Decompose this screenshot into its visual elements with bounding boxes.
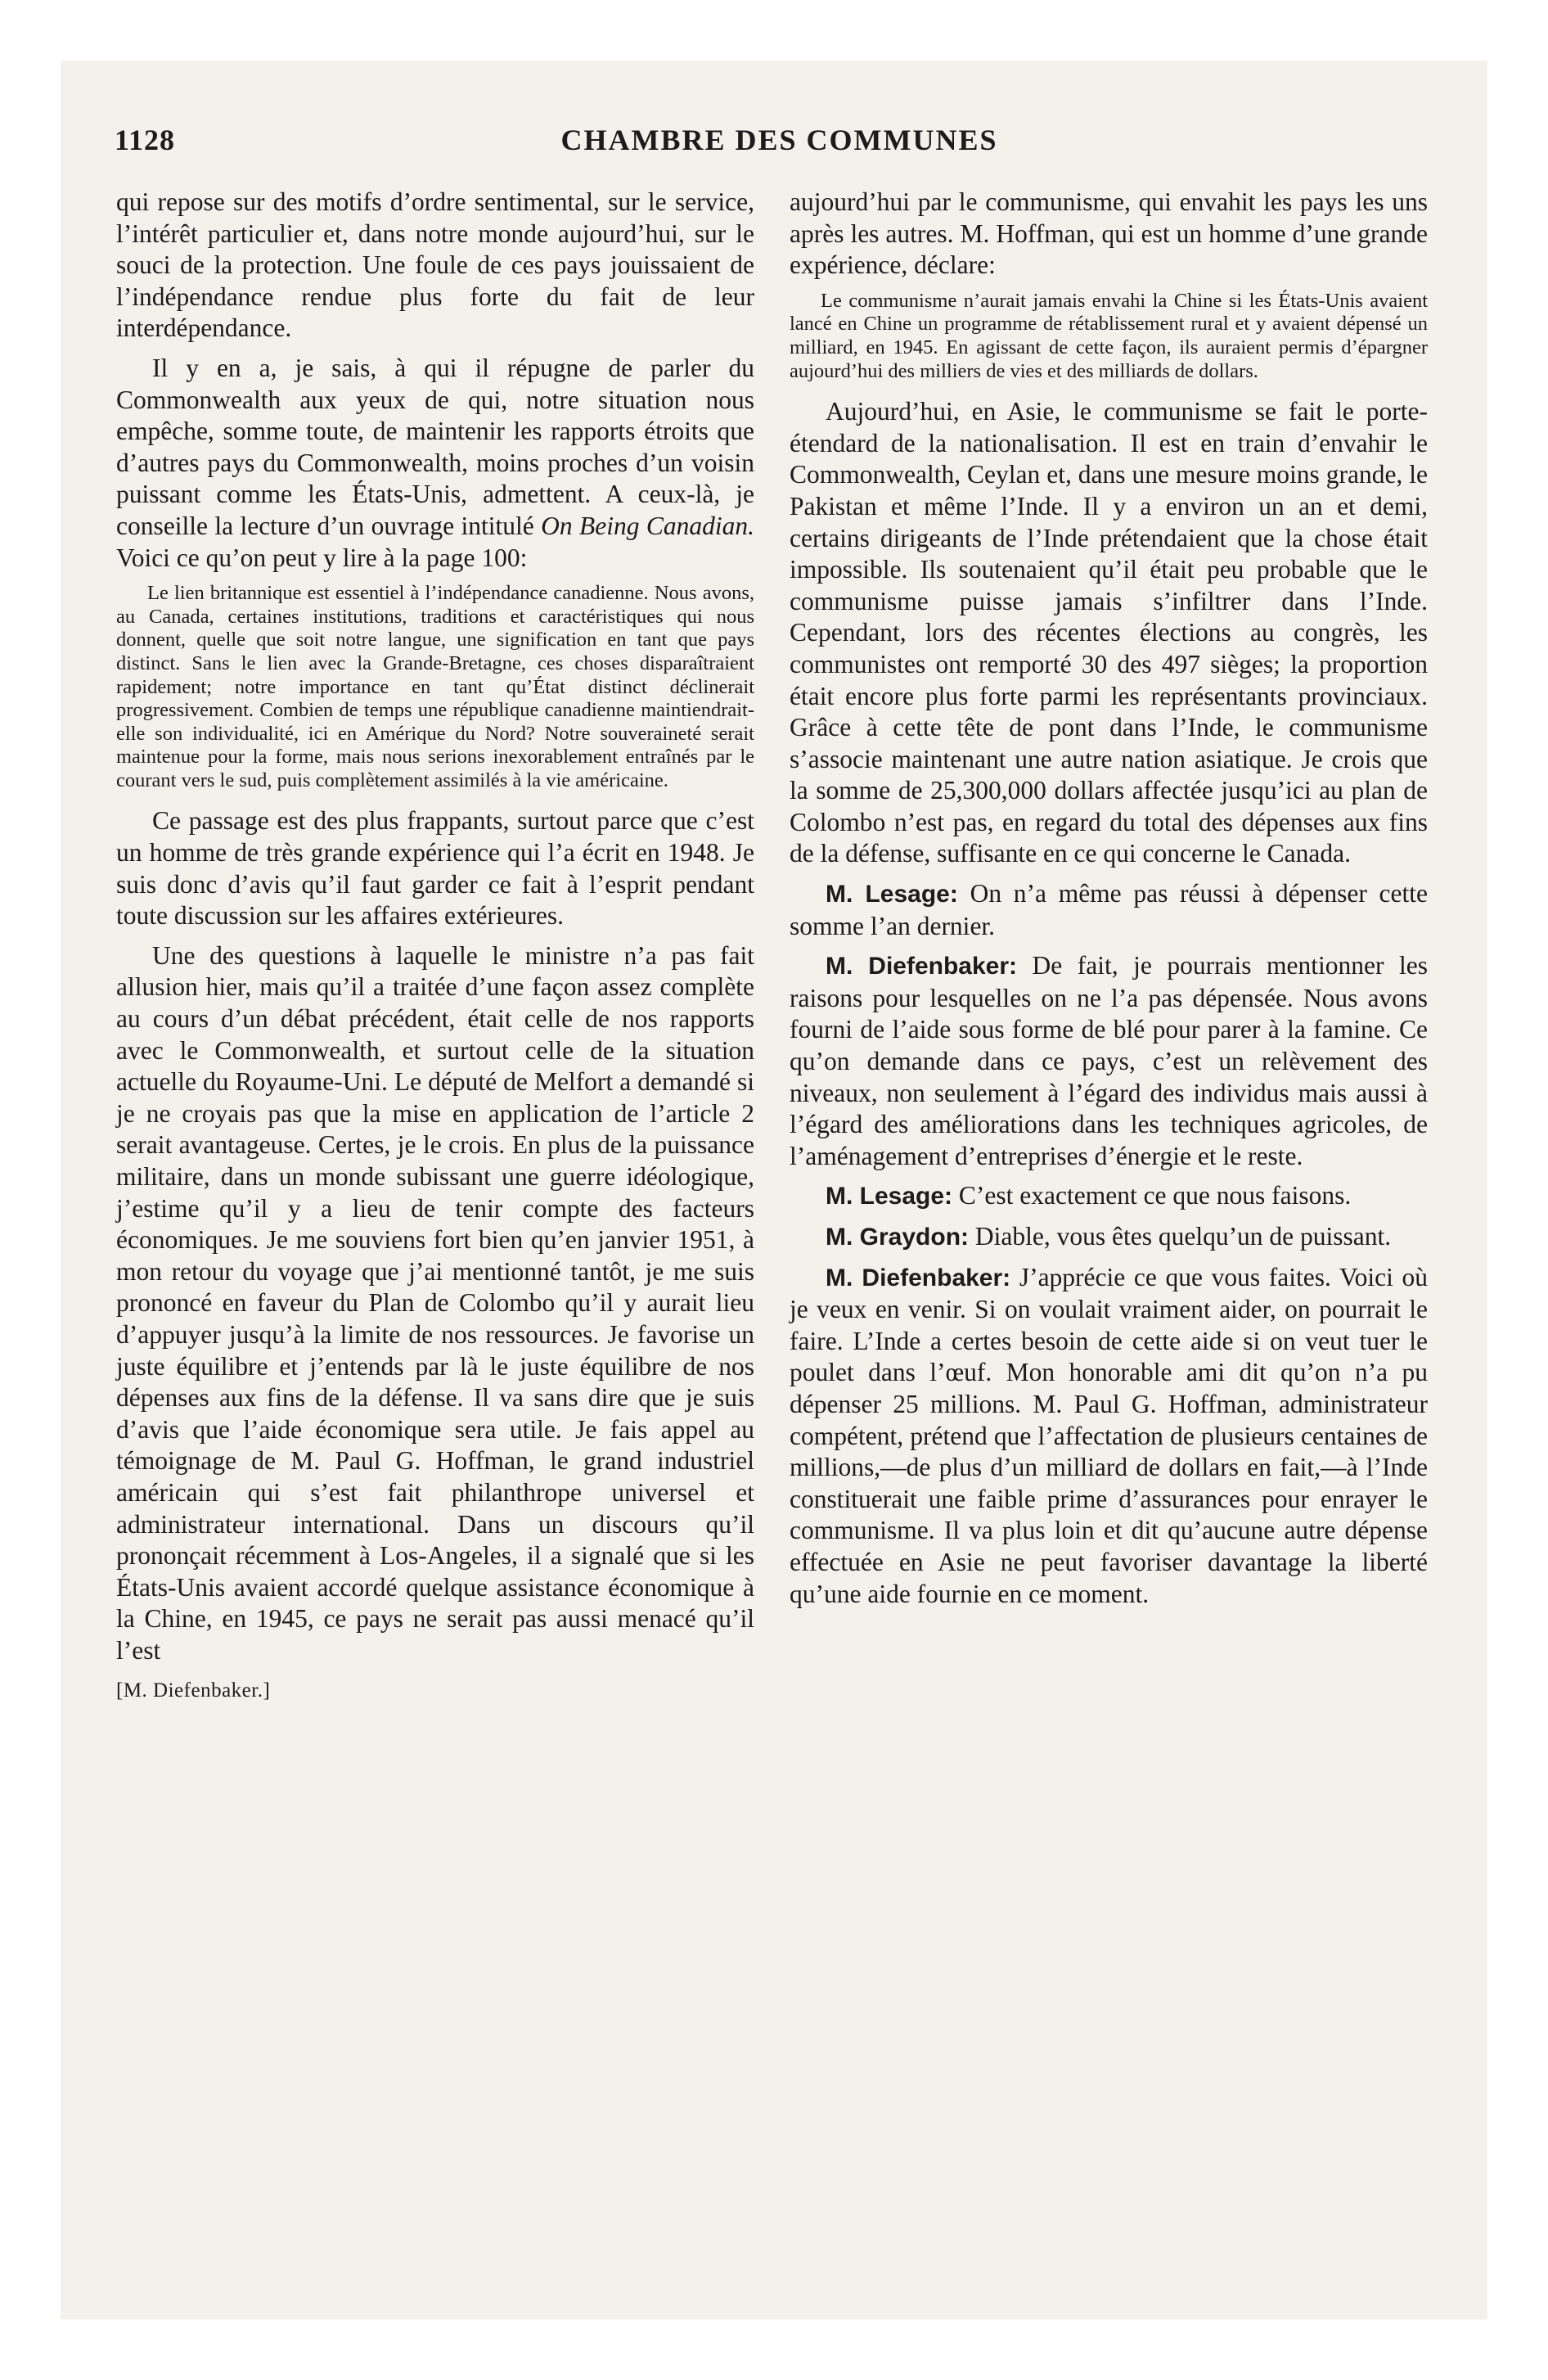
speech-diefenbaker-2: [790, 1262, 1428, 1611]
left-quotation: [116, 582, 754, 792]
left-paragraph-4: Une des questions à laquelle le ministre n’a pas fait allusion hier, mais qu’il a traitée d’une façon assez complète au cours d’un débat précédent, était celle de nos rapports avec le Commonwealth, et surtout celle de la situation actuelle du Royaume-Uni. Le député de Melfort a demandé si je ne croyais pas que la mise en application de l’article 2 serait avantageuse. Certes, je le crois. En plus de la puissance militaire, dans un monde subissant une guerre idéologique, j’estime qu’il y a lieu de tenir compte des facteurs économiques. Je me souviens fort bien qu’en janvier 1951, à mon retour du voyage que j’ai mentionné tantôt, je me suis prononcé en faveur du Plan de Colombo qu’il y aurait lieu d’appuyer jusqu’à la limite de nos ressources. Je favorise un juste équilibre et j’entends par là le juste équilibre de nos dépenses aux fins de la défense. Il va sans dire que je suis d’avis que l’aide économique sera utile. Je fais appel au témoignage de M. Paul G. Hoffman, le grand industriel américain qui s’est fait philanthrope universel et administrateur international. Dans un discours qu’il prononçait récemment à Los-Angeles, il a signalé que si les États-Unis avaient accordé quelque assistance économique à la Chine, en 1945, ce pays ne serait pas aussi menacé qu’il l’est: [116, 940, 754, 1665]
speaker-name: M. Diefenbaker:: [826, 1264, 1011, 1291]
left-quotation-text: Le lien britannique est essentiel à l’indépendance canadienne. Nous avons, au Canada, certaines institutions, traditions et caractéristiques qui nous donnent, quelle que soit notre langue, une signification en tant que pays distinct. Sans le lien avec la Grande-Bretagne, ces choses disparaîtraient rapidement; notre importance en tant qu’État distinct déclinerait progressivement. Combien de temps une république canadienne maintiendrait-elle son individualité, ici en Amérique du Nord? Notre souveraineté serait maintenue pour la forme, mais nous serions inexorablement entraînés par le courant vers le sud, puis complètement assimilés à la vie américaine.: [116, 582, 754, 791]
left-paragraph-1: qui repose sur des motifs d’ordre sentimental, sur le service, l’intérêt particulier et, dans notre monde aujourd’hui, sur le souci de la protection. Une foule de ces pays jouissaient de l’indépendance rendue plus forte du fait de leur interdépendance.: [116, 187, 754, 343]
right-column: [790, 187, 1428, 1618]
left-paragraph-2-tail: Voici ce qu’on peut y lire à la page 100:: [116, 543, 528, 572]
speech-text: On n’a même pas réussi à dépenser cette somme l’an dernier.: [790, 879, 1428, 940]
speech-text: De fait, je pourrais mentionner les raisons pour lesquelles on ne l’a pas dépensée. Nous avons fourni de l’aide sous forme de blé pour parer à la famine. Ce qu’on demande dans ce pays, c’est un relèvement des niveaux, non seulement à l’égard des individus mais aussi à l’égard des améliorations dans les techniques agricoles, de l’aménagement d’entreprises d’énergie et le reste.: [790, 951, 1428, 1170]
speech-graydon: [790, 1221, 1428, 1254]
book-title: On Being Canadian.: [541, 511, 754, 540]
right-paragraph-1: aujourd’hui par le communisme, qui envahit les pays les uns après les autres. M. Hoffman, qui est un homme d’une grande expérience, déclare:: [790, 187, 1428, 280]
left-paragraph-2-text: Il y en a, je sais, à qui il répugne de parler du Commonwealth aux yeux de qui, notre situation nous empêche, somme toute, de maintenir les rapports étroits que d’autres pays du Commonwealth, moins proches d’un voisin puissant comme les États-Unis, admettent. A ceux-là, je conseille la lecture d’un ouvrage intitulé: [116, 353, 754, 540]
speech-lesage-2: [790, 1180, 1428, 1213]
speech-text: J’apprécie ce que vous faites. Voici où je veux en venir. Si on voulait vraiment aider, on pourrait le faire. L’Inde a certes besoin de cette aide si on veut tuer le poulet dans l’œuf. Mon honorable ami dit qu’on n’a pu dépenser 25 millions. M. Paul G. Hoffman, administrateur compétent, prétend que l’affectation de plusieurs centaines de millions,—de plus d’un milliard de dollars en fait,—à l’Inde constituerait une faible prime d’assurances pour enrayer le communisme. Il va plus loin et dit qu’aucune autre dépense effectuée en Asie ne peut favoriser davantage la liberté qu’une aide fournie en ce moment.: [790, 1262, 1429, 1608]
speech-text: C’est exactement ce que nous faisons.: [952, 1181, 1352, 1210]
right-paragraph-2: Aujourd’hui, en Asie, le communisme se fait le porte-étendard de la nationalisation. Il est en train d’envahir le Commonwealth, Ceylan et, dans une mesure moins grande, le Pakistan et même l’Inde. Il y a environ un an et demi, certains dirigeants de l’Inde prétendaient que la chose était impossible. Ils soutenaient qu’il était peu probable que le communisme puisse jamais s’infiltrer dans l’Inde. Cependant, lors des récentes élections au congrès, les communistes ont remporté 30 des 497 sièges; la proportion était encore plus forte parmi les représentants provinciaux. Grâce à cette tête de pont dans l’Inde, le communisme s’associe maintenant une autre nation asiatique. Je crois que la somme de 25,300,000 dollars affectée jusqu’ici au plan de Colombo n’est pas, en regard du total des dépenses aux fins de la défense, suffisante en ce qui concerne le Canada.: [790, 397, 1428, 868]
speaker-attribution: [M. Diefenbaker.]: [116, 1679, 271, 1702]
left-paragraph-2: [116, 353, 754, 574]
speech-diefenbaker-1: [790, 950, 1428, 1172]
speech-lesage-1: [790, 878, 1428, 942]
speech-text: Diable, vous êtes quelqu’un de puissant.: [969, 1222, 1392, 1251]
page-number: 1128: [115, 124, 176, 156]
speaker-name: M. Lesage:: [826, 1183, 953, 1210]
speaker-name: M. Graydon:: [826, 1224, 970, 1251]
right-quotation-text: Le communisme n’aurait jamais envahi la Chine si les États-Unis avaient lancé en Chine un programme de rétablissement rural et y avaient dépensé un milliard, en 1945. En agissant de cette façon, ils auraient permis d’épargner aujourd’hui des milliers de vies et des milliards de dollars.: [790, 289, 1428, 382]
running-head: [115, 123, 1444, 165]
left-column: [116, 187, 754, 1703]
left-paragraph-3: Ce passage est des plus frappants, surtout parce que c’est un homme de très grande expérience qui l’a écrit en 1948. Je suis donc d’avis qu’il faut garder ce fait à l’esprit pendant toute discussion sur les affaires extérieures.: [116, 806, 754, 931]
speaker-name: M. Lesage:: [826, 881, 958, 908]
page-header: CHAMBRE DES COMMUNES: [560, 124, 998, 156]
speaker-name: M. Diefenbaker:: [826, 953, 1018, 980]
right-quotation: [790, 290, 1428, 383]
